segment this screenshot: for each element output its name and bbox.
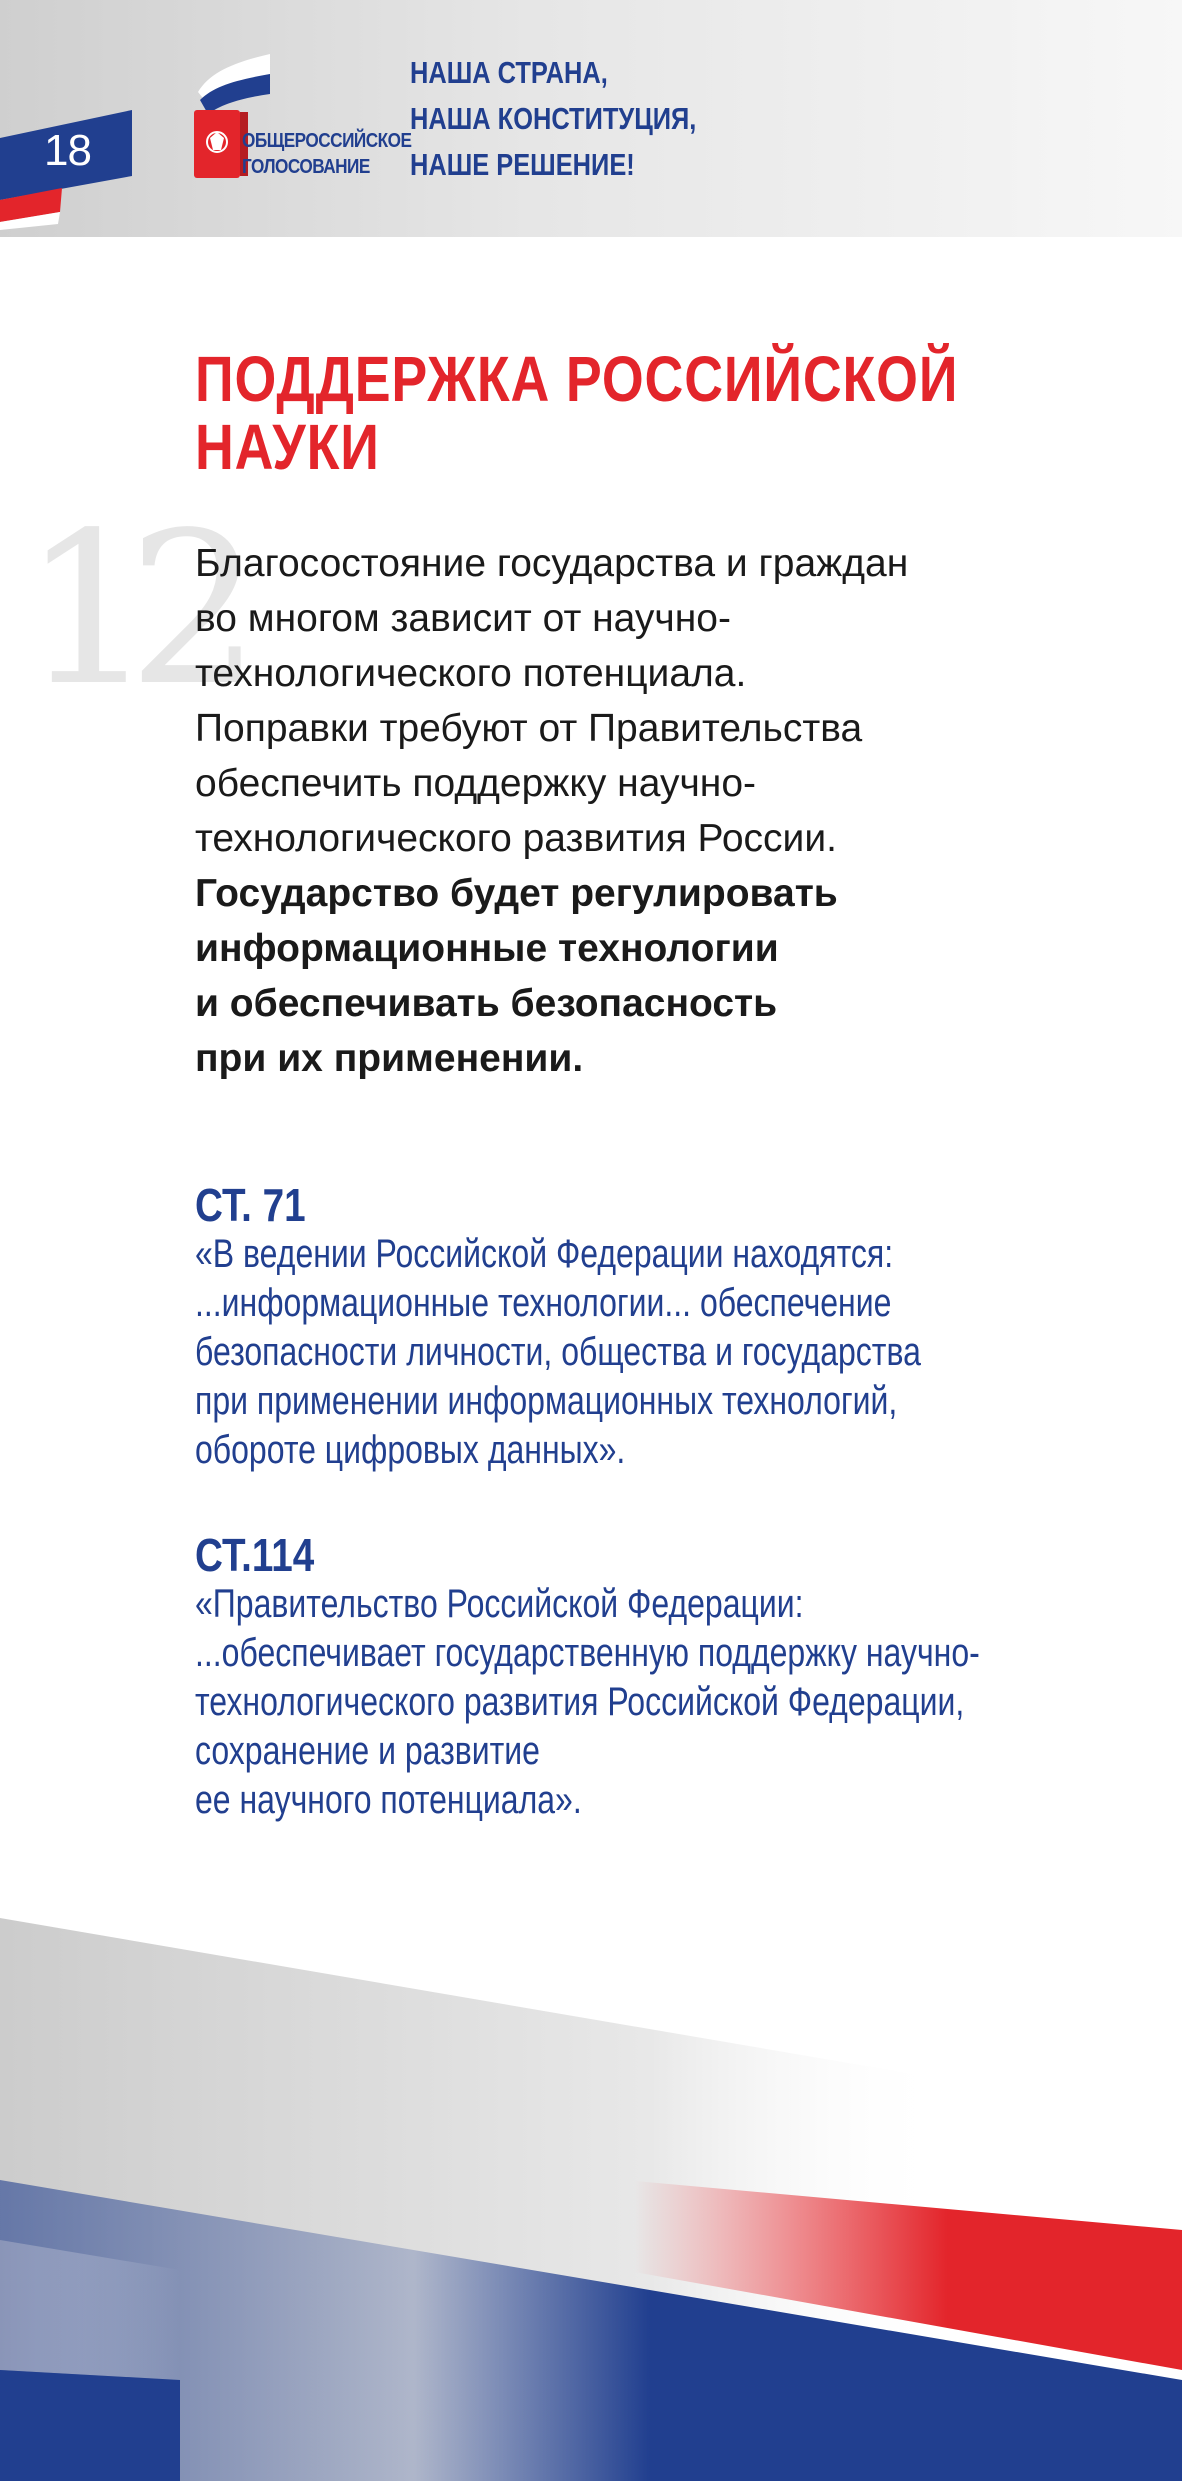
- body-line: во многом зависит от научно-: [195, 597, 731, 640]
- logo-text-line: ОБЩЕРОССИЙСКОЕ: [242, 130, 412, 152]
- article-71: [195, 1180, 1155, 1475]
- section-title: [195, 345, 958, 481]
- slogan-line: НАША КОНСТИТУЦИЯ,: [410, 101, 697, 136]
- body-line: обеспечить поддержку научно-: [195, 762, 757, 805]
- quote-line: ее научного потенциала».: [195, 1778, 582, 1822]
- body-bold-line: и обеспечивать безопасность: [195, 982, 778, 1025]
- section-number: 12: [22, 487, 234, 732]
- body-line: технологического потенциала.: [195, 652, 747, 695]
- article-114: [195, 1530, 1155, 1825]
- body-bold-line: Государство будет регулировать: [195, 872, 838, 915]
- body-bold-line: информационные технологии: [195, 927, 779, 970]
- slogan-line: НАШЕ РЕШЕНИЕ!: [410, 147, 635, 182]
- article-heading: СТ. 71: [195, 1179, 306, 1231]
- quote-line: ...информационные технологии... обеспечение: [195, 1281, 892, 1325]
- quote-line: ...обеспечивает государственную поддержку научно-: [195, 1631, 980, 1675]
- slogan: [410, 50, 696, 188]
- logo-text: [242, 128, 411, 180]
- body-line: Благосостояние государства и граждан: [195, 542, 909, 585]
- quote-line: «В ведении Российской Федерации находятся:: [195, 1232, 894, 1276]
- article-quote: [195, 1230, 963, 1475]
- article-quote: [195, 1580, 980, 1825]
- logo-text-line: ГОЛОСОВАНИЕ: [242, 156, 370, 178]
- section-body: [195, 536, 1095, 1086]
- body-line: технологического развития России.: [195, 817, 837, 860]
- quote-line: технологического развития Российской Федерации,: [195, 1680, 965, 1724]
- quote-line: безопасности личности, общества и государства: [195, 1330, 921, 1374]
- slogan-line: НАША СТРАНА,: [410, 55, 608, 90]
- title-line: НАУКИ: [195, 411, 380, 483]
- body-line: Поправки требуют от Правительства: [195, 707, 863, 750]
- quote-line: обороте цифровых данных».: [195, 1428, 626, 1472]
- quote-line: сохранение и развитие: [195, 1729, 540, 1773]
- footer-tricolor-decoration: [0, 1900, 1182, 2481]
- article-heading: СТ.114: [195, 1529, 315, 1581]
- page-number: 18: [44, 126, 91, 175]
- quote-line: «Правительство Российской Федерации:: [195, 1582, 804, 1626]
- body-bold-line: при их применении.: [195, 1037, 584, 1080]
- quote-line: при применении информационных технологий,: [195, 1379, 898, 1423]
- title-line: ПОДДЕРЖКА РОССИЙСКОЙ: [195, 343, 959, 415]
- page-header: [0, 0, 1182, 237]
